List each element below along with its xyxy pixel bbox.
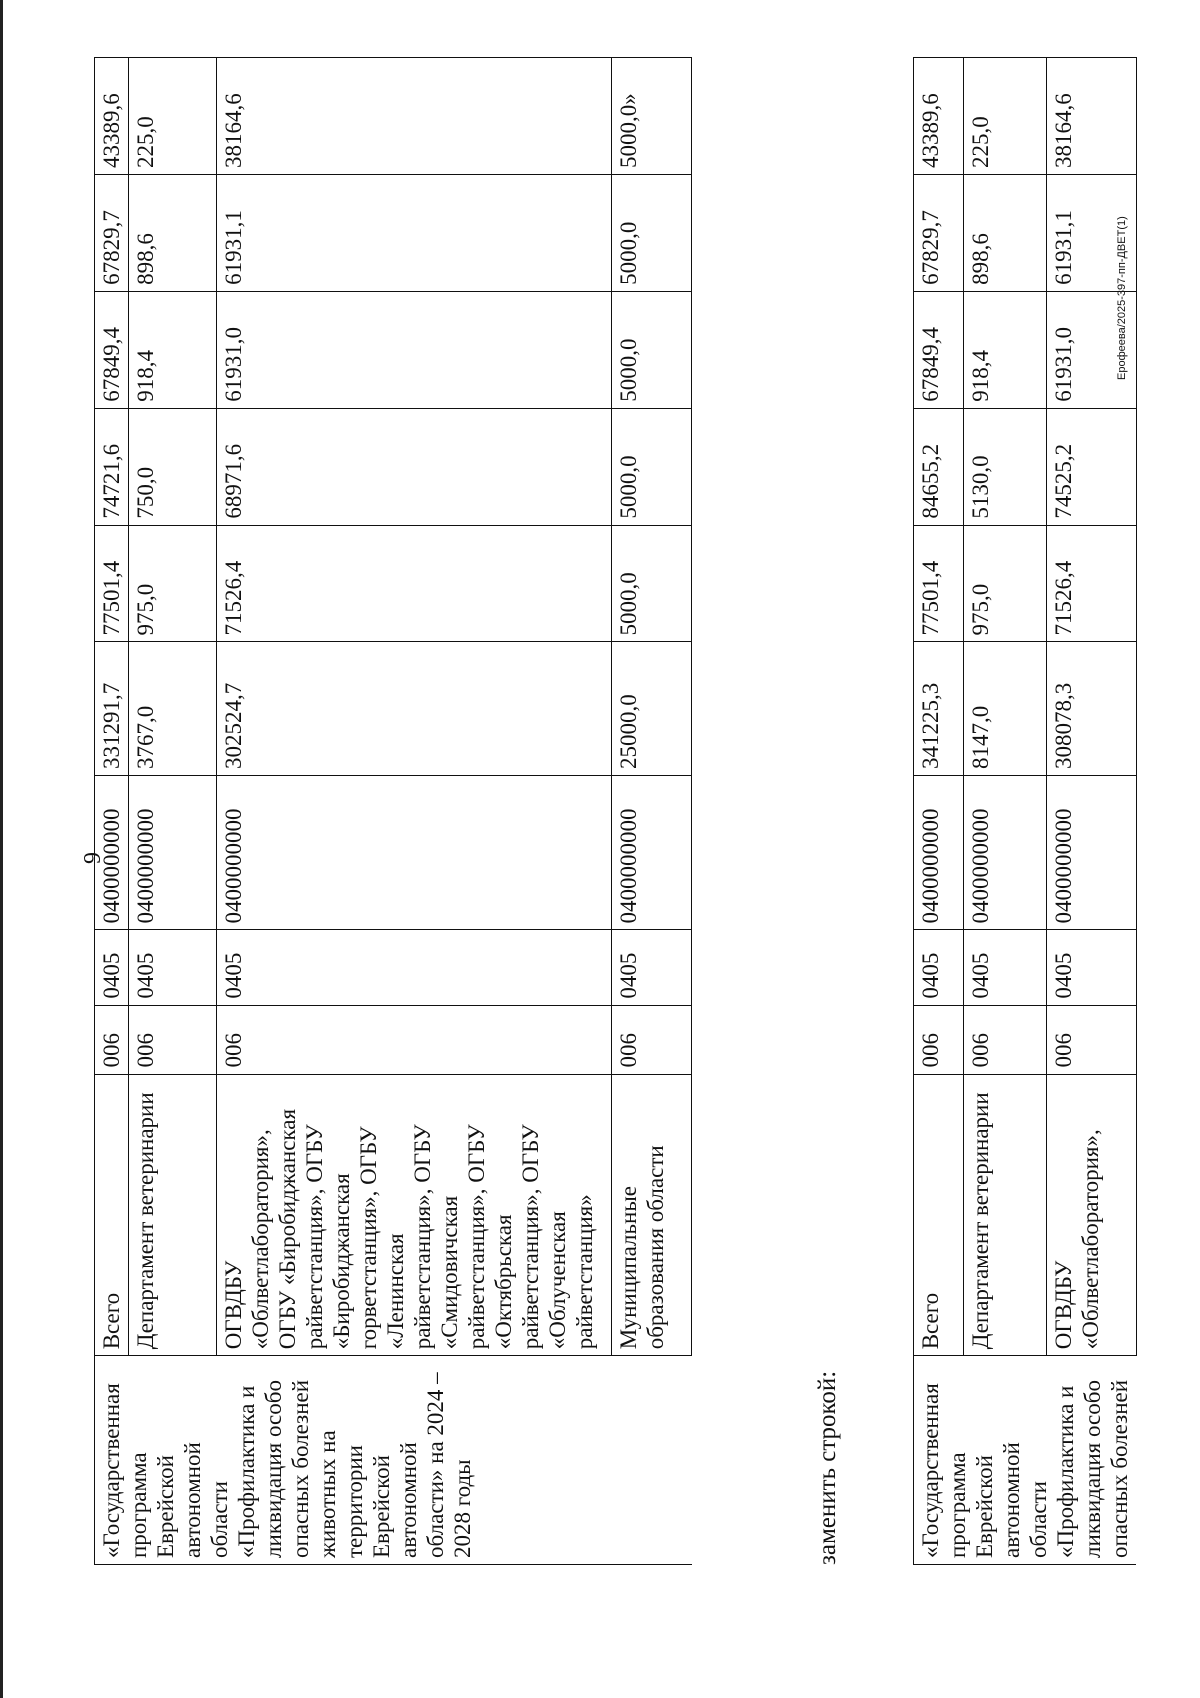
value-cell: 5000,0: [612, 408, 692, 525]
value-cell: 84655,2: [914, 408, 964, 525]
value-cell: 975,0: [964, 525, 1047, 642]
table-row: [95, 58, 129, 1565]
value-cell: 341225,3: [914, 642, 964, 776]
value-cell: 5000,0»: [612, 58, 692, 175]
value-cell: 918,4: [964, 291, 1047, 408]
code-cell: 006: [1046, 1005, 1136, 1074]
code-cell: 0405: [95, 930, 129, 1005]
value-cell: 225,0: [129, 58, 217, 175]
replace-instruction: заменить строкой:: [814, 1370, 841, 1565]
value-cell: 68971,6: [217, 408, 612, 525]
value-cell: 918,4: [129, 291, 217, 408]
value-cell: 43389,6: [95, 58, 129, 175]
code-cell: 0400000000: [129, 776, 217, 930]
value-cell: 61931,0: [1046, 291, 1136, 408]
code-cell: 0405: [964, 930, 1047, 1005]
code-cell: 006: [129, 1005, 217, 1074]
code-cell: 0405: [914, 930, 964, 1005]
code-cell: 0400000000: [95, 776, 129, 930]
value-cell: 898,6: [129, 174, 217, 291]
value-cell: 74525,2: [1046, 408, 1136, 525]
executor-cell: Департамент ветеринарии: [964, 1074, 1047, 1356]
code-cell: 0405: [217, 930, 612, 1005]
budget-table-old: [94, 57, 692, 1565]
executor-cell: ОГВДБУ «Облветлаборатория»,: [1046, 1074, 1136, 1356]
executor-cell: Всего: [95, 1074, 129, 1356]
code-cell: 006: [964, 1005, 1047, 1074]
value-cell: 77501,4: [914, 525, 964, 642]
value-cell: 67849,4: [95, 291, 129, 408]
value-cell: 25000,0: [612, 642, 692, 776]
value-cell: 43389,6: [914, 58, 964, 175]
value-cell: 77501,4: [95, 525, 129, 642]
value-cell: 308078,3: [1046, 642, 1136, 776]
value-cell: 71526,4: [1046, 525, 1136, 642]
document-code: Ерофеева/2025-397-пп-ДВЕТ(1): [1116, 216, 1128, 380]
executor-cell: Муниципальные образования области: [612, 1074, 692, 1356]
value-cell: 975,0: [129, 525, 217, 642]
table-row: [964, 58, 1047, 1565]
budget-table-new: [913, 57, 1137, 1565]
value-cell: 750,0: [129, 408, 217, 525]
page-number: 9: [80, 852, 106, 864]
value-cell: 302524,7: [217, 642, 612, 776]
table-row: [217, 58, 612, 1565]
value-cell: 67829,7: [95, 174, 129, 291]
value-cell: 71526,4: [217, 525, 612, 642]
code-cell: 006: [217, 1005, 612, 1074]
value-cell: 3767,0: [129, 642, 217, 776]
value-cell: 67849,4: [914, 291, 964, 408]
value-cell: 5000,0: [612, 174, 692, 291]
code-cell: 0400000000: [914, 776, 964, 930]
code-cell: 0405: [129, 930, 217, 1005]
code-cell: 0400000000: [1046, 776, 1136, 930]
value-cell: 8147,0: [964, 642, 1047, 776]
value-cell: 74721,6: [95, 408, 129, 525]
program-name-cell: «Государственная программа Еврейской автономной области «Профилактика и ликвидация особо опасных болезней животных на территории Еврейской автономной области» на 2024 – 2028 годы: [95, 1356, 692, 1565]
executor-cell: ОГВДБУ «Облветлаборатория», ОГБУ «Биробиджанская райветстанция», ОГБУ «Биробиджанская горветстанция», ОГБУ «Ленинская райветстанция», ОГБУ «Смидовичская райветстанция», ОГБУ «Октябрьская райветстанция», ОГБУ «Облученская райветстанция»: [217, 1074, 612, 1356]
code-cell: 0400000000: [217, 776, 612, 930]
value-cell: 5130,0: [964, 408, 1047, 525]
table-row: [612, 58, 692, 1565]
table-row: [129, 58, 217, 1565]
value-cell: 38164,6: [217, 58, 612, 175]
code-cell: 0400000000: [964, 776, 1047, 930]
program-name-cell: «Государственная программа Еврейской автономной области «Профилактика и ликвидация особо опасных болезней: [914, 1356, 1137, 1565]
value-cell: 61931,1: [1046, 174, 1136, 291]
executor-cell: Всего: [914, 1074, 964, 1356]
executor-cell: Департамент ветеринарии: [129, 1074, 217, 1356]
code-cell: 006: [612, 1005, 692, 1074]
code-cell: 006: [95, 1005, 129, 1074]
table-row: [914, 58, 964, 1565]
value-cell: 67829,7: [914, 174, 964, 291]
value-cell: 225,0: [964, 58, 1047, 175]
value-cell: 898,6: [964, 174, 1047, 291]
value-cell: 38164,6: [1046, 58, 1136, 175]
code-cell: 0400000000: [612, 776, 692, 930]
code-cell: 006: [914, 1005, 964, 1074]
value-cell: 331291,7: [95, 642, 129, 776]
value-cell: 61931,0: [217, 291, 612, 408]
code-cell: 0405: [1046, 930, 1136, 1005]
code-cell: 0405: [612, 930, 692, 1005]
value-cell: 5000,0: [612, 525, 692, 642]
value-cell: 61931,1: [217, 174, 612, 291]
value-cell: 5000,0: [612, 291, 692, 408]
